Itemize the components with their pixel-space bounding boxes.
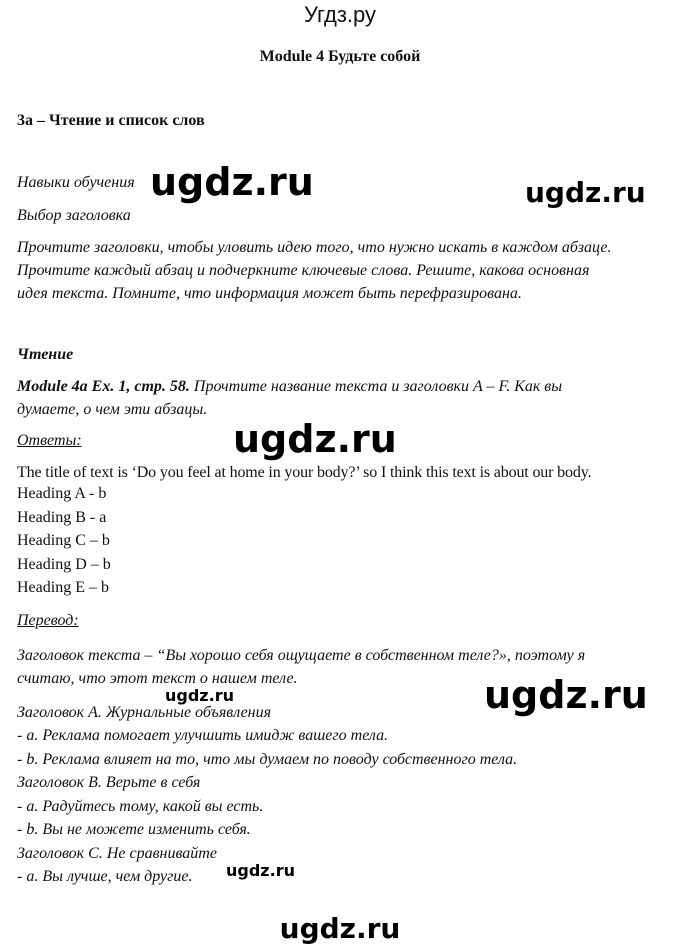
translation-line: Заголовок текста – “Вы хорошо себя ощущаете в собственном теле?», поэтому я <box>17 647 586 664</box>
translation-line: - a. Радуйтесь тому, какой вы есть. <box>17 798 264 815</box>
skills-sub: Выбор заголовка <box>17 207 131 224</box>
watermark: ugdz.ru <box>484 673 648 717</box>
exercise-text: Прочтите название текста и заголовки A – F. Как вы <box>193 378 563 395</box>
skills-label: Навыки обучения <box>17 174 135 191</box>
skills-text-line: Прочтите заголовки, чтобы уловить идею того, что нужно искать в каждом абзаце. <box>17 239 612 256</box>
section-title: 3a – Чтение и список слов <box>17 112 205 129</box>
reading-label: Чтение <box>17 346 74 363</box>
translation-line: Заголовок С. Не сравнивайте <box>17 845 217 862</box>
translation-line: - b. Реклама влияет на то, что мы думаем по поводу собственного тела. <box>17 751 518 768</box>
answers-label: Ответы: <box>17 432 82 449</box>
watermark: ugdz.ru <box>233 417 397 461</box>
translation-line: считаю, что этот текст о нашем теле. <box>17 670 298 687</box>
heading-answer: Heading E – b <box>17 579 109 596</box>
watermark: ugdz.ru <box>525 176 646 209</box>
exercise-line-1 <box>17 378 562 396</box>
translation-line: - a. Реклама помогает улучшить имидж вашего тела. <box>17 727 389 744</box>
heading-answer: Heading B - a <box>17 509 107 526</box>
module-title: Module 4 Будьте собой <box>259 48 421 65</box>
heading-answer: Heading D – b <box>17 556 111 573</box>
site-title: Угдз.ру <box>303 2 377 27</box>
heading-answer: Heading A - b <box>17 485 107 502</box>
translation-line: - b. Вы не можете изменить себя. <box>17 821 251 838</box>
translation-line: Заголовок А. Журнальные объявления <box>17 704 272 721</box>
watermark: ugdz.ru <box>226 861 295 880</box>
watermark: ugdz.ru <box>150 160 314 204</box>
exercise-line-2: думаете, о чем эти абзацы. <box>17 401 208 418</box>
skills-text-line: Прочтите каждый абзац и подчеркните ключевые слова. Решите, какова основная <box>17 262 590 279</box>
skills-text-line: идея текста. Помните, что информация может быть перефразирована. <box>17 285 522 302</box>
watermark: ugdz.ru <box>279 912 401 945</box>
translation-line: Заголовок В. Верьте в себя <box>17 774 201 791</box>
exercise-ref: Module 4a Ex. 1, стр. 58. <box>17 378 190 395</box>
translation-line: - a. Вы лучше, чем другие. <box>17 868 193 885</box>
heading-answer: Heading C – b <box>17 532 110 549</box>
answer-intro: The title of text is ‘Do you feel at home in your body?’ so I think this text is about our body. <box>17 464 592 481</box>
watermark: ugdz.ru <box>165 686 234 705</box>
translation-label: Перевод: <box>17 612 79 629</box>
